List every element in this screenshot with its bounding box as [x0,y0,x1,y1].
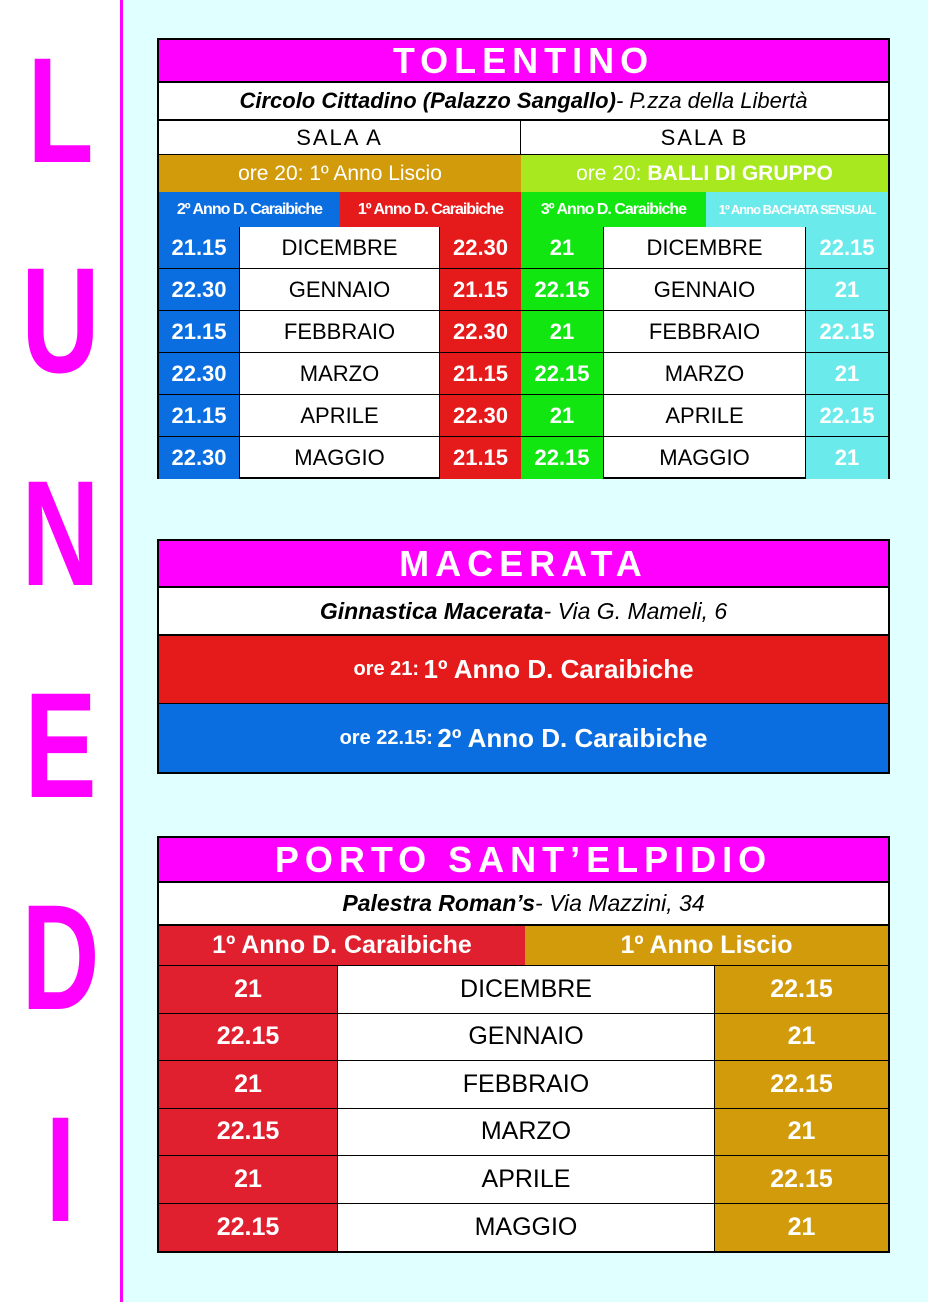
sala-a-time-2: 21.15 [440,353,521,395]
month-cell: MARZO [239,353,440,395]
venue-line [159,588,888,636]
month-cell: MAGGIO [239,437,440,479]
month-cell: APRILE [239,395,440,437]
city-title: PORTO SANT’ELPIDIO [159,838,888,883]
macerata-course-2 [159,704,888,772]
sala-a-time-1: 21.15 [159,395,239,437]
sala-b-col2-header: 1º Anno BACHATA SENSUAL [706,192,888,227]
sala-b-time-2: 21 [806,269,888,311]
sala-b-time-1: 21 [521,395,603,437]
sala-a-col1-header: 2º Anno D. Caraibiche [159,192,340,227]
sala-a-header: SALA A [159,121,521,155]
month-cell: FEBBRAIO [603,311,806,353]
course-name: 1º Anno Liscio [309,161,442,185]
venue-name: Palestra Roman’s [342,890,536,916]
sala-a-time-2: 21.15 [440,437,521,479]
side-letter: D [21,873,100,1041]
course-name: BALLI DI GRUPPO [647,161,833,185]
month-cell: GENNAIO [603,269,806,311]
tolentino-schedule [157,38,890,479]
venue-line [159,83,888,121]
liscio-time: 22.15 [715,1156,888,1204]
porto-schedule [157,836,890,1253]
sala-b-time-1: 21 [521,227,603,269]
sala-b-time-2: 21 [806,437,888,479]
sala-a-time-2: 22.30 [440,395,521,437]
month-cell: MAGGIO [337,1204,715,1252]
month-cell: GENNAIO [337,1014,715,1062]
sala-a-time-1: 22.30 [159,269,239,311]
month-cell: DICEMBRE [603,227,806,269]
month-cell: GENNAIO [239,269,440,311]
sala-b-col1-header: 3º Anno D. Caraibiche [521,192,706,227]
sala-a-time-2: 21.15 [440,269,521,311]
sala-a-course [159,155,521,192]
sala-b-time-1: 22.15 [521,437,603,479]
month-cell: MARZO [603,353,806,395]
month-cell: APRILE [603,395,806,437]
month-cell: DICEMBRE [337,966,715,1014]
venue-address: - Via Mazzini, 34 [535,890,705,916]
liscio-time: 22.15 [715,966,888,1014]
sala-b-time-1: 22.15 [521,353,603,395]
sala-a-time-2: 22.30 [440,227,521,269]
course-time: ore 20: [238,161,304,185]
side-letter: U [21,236,100,404]
macerata-course-1 [159,636,888,704]
sala-a-time-1: 22.30 [159,437,239,479]
liscio-time: 21 [715,1109,888,1157]
course-name: 1º Anno D. Caraibiche [423,654,694,684]
course-name: 2º Anno D. Caraibiche [437,722,708,753]
side-letter: L [27,26,94,194]
course-time: ore 22.15: [339,726,433,749]
course-time: ore 20: [576,161,642,185]
side-letter: N [21,449,100,617]
month-cell: FEBBRAIO [239,311,440,353]
liscio-time: 22.15 [715,1061,888,1109]
city-title: MACERATA [159,541,888,588]
sala-a-col2-header: 1º Anno D. Caraibiche [340,192,521,227]
month-cell: APRILE [337,1156,715,1204]
venue-line [159,883,888,926]
liscio-time: 21 [715,1014,888,1062]
sala-b-time-1: 21 [521,311,603,353]
month-cell: MARZO [337,1109,715,1157]
month-cell: DICEMBRE [239,227,440,269]
city-title: TOLENTINO [159,40,888,83]
liscio-time: 21 [715,1204,888,1252]
side-letter: E [24,661,97,829]
caraibiche-time: 21 [159,1156,337,1204]
sala-b-time-2: 22.15 [806,395,888,437]
macerata-schedule [157,539,890,774]
sala-b-course [521,155,888,192]
sala-a-time-1: 21.15 [159,311,239,353]
caraibiche-time: 21 [159,1061,337,1109]
sala-b-time-1: 22.15 [521,269,603,311]
caraibiche-time: 22.15 [159,1014,337,1062]
side-letter: I [45,1085,76,1253]
col2-header: 1º Anno Liscio [525,926,888,966]
caraibiche-time: 22.15 [159,1204,337,1252]
course-time: ore 21: [353,658,420,680]
col1-header: 1º Anno D. Caraibiche [159,926,525,966]
sala-a-time-1: 22.30 [159,353,239,395]
venue-address: - Via G. Mameli, 6 [543,597,728,624]
caraibiche-time: 22.15 [159,1109,337,1157]
venue-name: Ginnastica Macerata [319,597,544,624]
caraibiche-time: 21 [159,966,337,1014]
sala-b-time-2: 22.15 [806,311,888,353]
sala-b-header: SALA B [521,121,888,155]
sala-a-time-1: 21.15 [159,227,239,269]
sala-a-time-2: 22.30 [440,311,521,353]
sala-b-time-2: 22.15 [806,227,888,269]
venue-address: - P.zza della Libertà [615,88,808,113]
venue-name: Circolo Cittadino (Palazzo Sangallo) [239,88,616,113]
month-cell: MAGGIO [603,437,806,479]
sala-b-time-2: 21 [806,353,888,395]
month-cell: FEBBRAIO [337,1061,715,1109]
